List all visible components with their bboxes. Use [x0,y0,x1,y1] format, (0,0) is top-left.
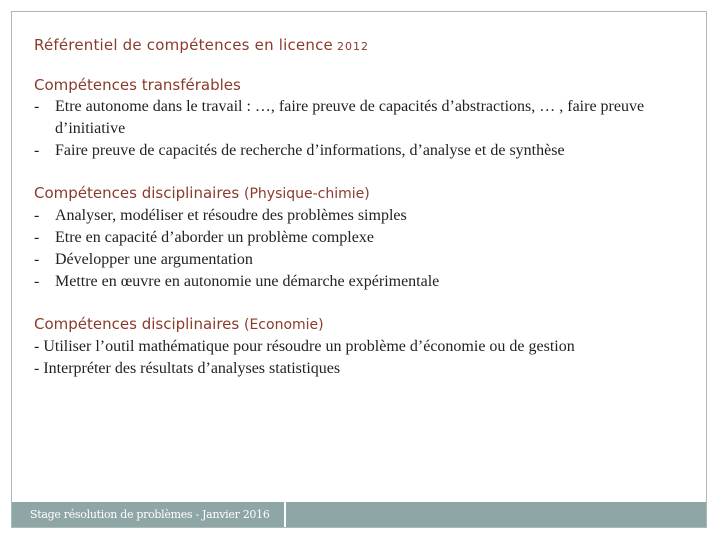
list-item [34,249,674,271]
section-economics [34,313,674,380]
list-item [34,205,674,227]
section-heading-text: Compétences transférables [34,76,241,94]
list-item-text: Mettre en œuvre en autonomie une démarche expérimentale [55,273,440,290]
list-item-text: Etre en capacité d’aborder un problème complexe [55,229,374,246]
list-item-text: Faire preuve de capacités de recherche d’informations, d’analyse et de synthèse [55,142,565,159]
footer-bar [12,502,706,527]
section-heading-text: Compétences disciplinaires [34,184,240,202]
section-physics-chemistry [34,182,674,293]
list-item-text: Etre autonome dans le travail : …, faire preuve de capacités d’abstractions, … , faire preuve d’initiative [55,98,645,137]
dash-bullet: - [34,98,40,115]
section-transferable [34,74,674,162]
bullet-list [34,205,674,293]
list-item [34,140,674,162]
slide-title-year: 2012 [336,40,369,53]
list-item-text: Développer une argumentation [55,251,253,268]
dash-bullet: - [34,251,40,268]
section-heading [34,313,674,336]
list-item [34,96,674,140]
section-heading-qualifier: (Economie) [244,317,324,333]
section-heading-qualifier: (Physique-chimie) [244,186,370,202]
bullet-list [34,96,674,162]
section-heading [34,74,674,96]
dash-bullet: - [34,207,40,224]
footer-divider [284,502,286,527]
list-item [34,227,674,249]
footer-text: Stage résolution de problèmes - Janvier 2016 [30,508,270,521]
slide-content [34,36,674,400]
section-heading-text: Compétences disciplinaires [34,315,240,333]
dash-bullet: - [34,142,40,159]
dash-bullet: - [34,273,40,290]
slide-title-text: Référentiel de compétences en licence [34,36,333,54]
dash-bullet: - [34,229,40,246]
list-item [34,271,674,293]
section-heading [34,182,674,205]
slide-title [34,36,674,54]
text-line: - Utiliser l’outil mathématique pour résoudre un problème d’économie ou de gestion [34,338,575,355]
list-item-text: Analyser, modéliser et résoudre des problèmes simples [55,207,407,224]
text-line: - Interpréter des résultats d’analyses statistiques [34,360,341,377]
